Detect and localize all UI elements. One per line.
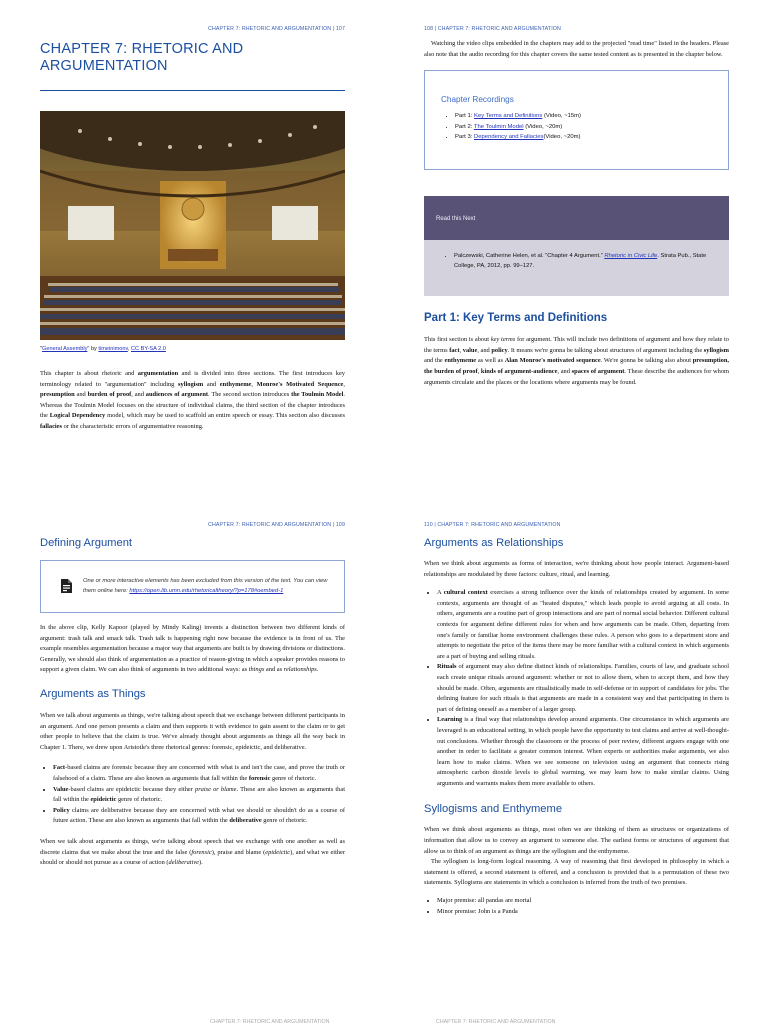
- text-run: of argument may also define distinct kinds of relationships. Families, courts of law, and graduate school each create unique rituals around argument: whether or not to allow them, when to accept them, and how they should be made. Often, arguments are ritualistically made in self-defense or in support of candidates for jobs. The defining feature for such rituals is that arguments are made in a consistent way and that participating in them is part of defining oneself as a member of a larger group.: [437, 663, 729, 713]
- bold-term: audiences of argument: [145, 391, 209, 399]
- bold-term: presumption, the burden of proof: [424, 357, 729, 375]
- text-run: , and: [131, 391, 146, 399]
- genre-list: [40, 763, 345, 827]
- text-run: , and: [477, 346, 492, 354]
- bold-term: kinds of argument-audience: [480, 367, 558, 375]
- page-header: CHAPTER 7: RHETORIC AND ARGUMENTATION | 109: [208, 522, 345, 528]
- defining-body: [40, 623, 345, 676]
- citation-item: [454, 251, 719, 271]
- text-run: and is divided into three sections. The first introduces key terminology related to "argumentation" including: [40, 370, 345, 388]
- text-run: . These describe the audiences for whom arguments circulate and the places or the locations where arguments may be found.: [424, 367, 729, 386]
- italic-term: things: [248, 666, 265, 674]
- bold-term: fallacies: [40, 422, 63, 430]
- title-divider: [40, 90, 345, 91]
- bold-term: value: [462, 346, 478, 354]
- italic-term: forensic: [191, 848, 212, 856]
- relationships-intro: When we think about arguments as forms of interaction, we're thinking about how people interact. Argument-based relationships are modulated by three factors: culture, ritual, and learning.: [424, 560, 729, 578]
- bold-term: forensic: [248, 774, 271, 782]
- bold-term: Value: [53, 785, 69, 793]
- author-link[interactable]: timeinimonv: [98, 346, 128, 352]
- italic-term: epideictic: [265, 848, 291, 856]
- recordings-title: Chapter Recordings: [441, 95, 514, 105]
- recording-suffix: (Video, ~20m): [543, 134, 581, 141]
- genre-item-policy: [53, 806, 345, 827]
- recording-link-part2[interactable]: The Toulmin Model: [473, 123, 524, 130]
- text-run: When we talk about arguments as things, we're talking about speech that we exchange with one another as well as discrete claims that we make about the true and the false (: [40, 837, 345, 856]
- text-run: and the: [424, 357, 445, 365]
- recording-prefix: Part 2:: [455, 123, 474, 130]
- bold-term: enthymeme: [444, 357, 477, 365]
- general-assembly-photo: [40, 111, 345, 340]
- rhetoric-civic-life-link[interactable]: Rhetoric in Civic Life: [604, 253, 658, 260]
- bold-term: argumentation: [137, 370, 179, 377]
- text-run: . It means we're gonna be talking about structures of argument including the: [507, 346, 704, 354]
- photo-caption: [40, 346, 345, 352]
- bold-term: Rituals: [437, 663, 457, 671]
- factor-item-rituals: [437, 662, 729, 715]
- text-run: genre of rhetoric.: [116, 796, 163, 804]
- page-109: [40, 522, 345, 869]
- recording-suffix: (Video, ~15m): [542, 113, 582, 120]
- bold-term: syllogism: [703, 346, 729, 354]
- text-run: genre of rhetoric.: [270, 774, 317, 782]
- italic-term: deliberative: [168, 859, 200, 867]
- recording-item: [455, 132, 728, 143]
- text-run: and: [74, 391, 88, 399]
- citation-authors: Palczewski, Catherine Helen, et al. "Chapter 4 Argument.": [454, 253, 605, 260]
- syllogisms-heading: Syllogisms and Enthymeme: [424, 803, 563, 816]
- defining-argument-heading: Defining Argument: [40, 537, 133, 549]
- next-page-header-clipped: CHAPTER 7: RHETORIC AND ARGUMENTATION: [210, 1019, 330, 1025]
- bold-term: Learning: [437, 716, 463, 724]
- text-run: ,: [251, 380, 257, 388]
- bold-term: deliberative: [229, 817, 262, 825]
- recordings-list: [441, 111, 728, 143]
- bold-term: cultural context: [443, 589, 488, 597]
- text-run: . The second section introduces: [208, 391, 292, 399]
- things-closing: [40, 837, 345, 869]
- arguments-as-relationships-heading: Arguments as Relationships: [424, 537, 564, 549]
- recording-prefix: Part 3:: [455, 134, 474, 141]
- factor-item-learning: [437, 715, 729, 789]
- text-run: ,: [459, 346, 463, 354]
- relationship-factors-list: [424, 588, 729, 789]
- recording-prefix: Part 1:: [455, 113, 474, 120]
- text-run: for argument. This will include two definitions of argument and how they relate to the terms: [424, 336, 730, 354]
- recording-item: [455, 122, 728, 133]
- text-run: and as: [264, 666, 284, 674]
- bold-term: Monroe's Motivated Sequence: [256, 380, 344, 388]
- text-run: or the characteristic errors of argumentative reasoning.: [62, 422, 204, 430]
- text-run: claims are deliberative because they are concerned with what we should or shouldn't do as a course of future action. These are also known as arguments that fall within the: [53, 806, 345, 825]
- genre-item-value: [53, 785, 345, 806]
- general-assembly-link[interactable]: General Assembly: [42, 346, 88, 352]
- text-run: genre of rhetoric.: [261, 817, 308, 825]
- page-header: 108 | CHAPTER 7: RHETORIC AND ARGUMENTATION: [424, 26, 561, 32]
- bold-term: Policy: [53, 806, 70, 814]
- text-run: -based claims are forensic because they are concerned with what is and isn't the case, and prove the truth or falsehood of a claim. These are also known as arguments that fall within the: [53, 764, 345, 782]
- bold-term: epideictic: [90, 796, 117, 804]
- premise-item: • Minor premise: John is a Panda: [437, 907, 729, 918]
- recording-link-part1[interactable]: Key Terms and Definitions: [474, 113, 543, 120]
- premise-item: • Major premise: all pandas are mortal: [437, 896, 729, 907]
- recording-suffix: (Video, ~20m): [523, 123, 563, 130]
- caption-by: " by: [87, 346, 99, 352]
- license-link[interactable]: CC BY-SA 2.0: [130, 346, 166, 352]
- factor-item-culture: [437, 588, 729, 662]
- italic-term: key terms: [490, 336, 516, 344]
- page-107: [40, 26, 345, 433]
- bold-term: Alan Monroe's motivated sequence: [504, 357, 601, 365]
- citation-publisher: . Strata Pub., State College, PA, 2012, pp. 99–127.: [454, 253, 707, 270]
- text-run: and: [203, 380, 220, 388]
- bold-term: Logical Dependency: [49, 412, 106, 420]
- text-run: In the above clip, Kelly Kapoor (played by Mindy Kaling) invents a distinction between two different kinds of argument: trash talk and smack talk. Trash talk is happening right now because the evidence is in front of us. The example resembles argumentation because a major way that arguments are built is by drawing divisions or distinctions. Generally, we should also think of argumentation as a practice of reason-giving in which a speaker provides reasons to support a given claim. We can also think of arguments in two additional ways: as: [40, 624, 345, 674]
- read-time-note: Watching the video clips embedded in the chapters may add to the projected "read time" listed in the headers. Please also note that the audio recording for this chapter covers the same tested content as is presented in the chapter below.: [424, 40, 729, 58]
- genre-item-fact: [53, 763, 345, 784]
- page-108: [424, 26, 729, 388]
- text-run: , and: [557, 367, 572, 375]
- bold-term: spaces of argument: [571, 367, 625, 375]
- read-next-list: [444, 251, 719, 271]
- next-page-header-clipped: CHAPTER 7: RHETORIC AND ARGUMENTATION: [436, 1019, 556, 1025]
- text-run: ).: [199, 859, 203, 867]
- text-run: exercises a strong influence over the kinds of relationships created by argument. In some contexts, arguments are thought of as "heated disputes," which leads people to avoid arguing at all costs. In others, arguments are a routine part of group interactions and are part of normal social behavior. Different cultural contexts for argument define different rules for when and how arguments can be made. Often, departing from one's family or familiar home environment challenges these rules. A person who goes to a department store and attempts to negotiate the price of the items there may be more familiar with a cultural context in which arguments are a part of buying and selling rituals.: [437, 589, 729, 660]
- excluded-embed-notice: [40, 560, 345, 613]
- embed-message: One or more interactive elements has been excluded from this version of the text. You can view them online here:: [83, 578, 328, 594]
- bold-term: policy: [491, 346, 508, 354]
- text-run: as well as: [476, 357, 505, 365]
- interactive-content-icon: [61, 579, 72, 593]
- bold-term: enthymeme: [219, 380, 252, 388]
- read-next-body: [424, 240, 729, 296]
- recording-item: [455, 111, 728, 122]
- part1-heading: Part 1: Key Terms and Definitions: [424, 312, 608, 325]
- bold-term: burden of proof: [87, 391, 132, 399]
- text-run: . Whereas the Toulmin Model focuses on the structure of individual claims, the third section of the chapter introduces the: [40, 391, 345, 420]
- embed-text: [83, 576, 334, 612]
- chapter-title: CHAPTER 7: RHETORIC AND ARGUMENTATION: [40, 41, 244, 74]
- read-this-next-box: [424, 196, 729, 296]
- text-run: ), praise and blame (: [211, 848, 266, 856]
- bold-term: Fact: [53, 764, 66, 772]
- text-run: . These are also known as arguments that fall within the: [53, 785, 345, 804]
- page-header: 110 | CHAPTER 7: RHETORIC AND ARGUMENTATION: [424, 522, 561, 528]
- text-run: -based claims are epideictic because they either: [68, 785, 195, 793]
- chapter-recordings-box: [424, 70, 729, 170]
- embed-link[interactable]: https://open.lib.umn.edu/rhetoricaltheory/?p=178#oembed-1: [129, 588, 284, 594]
- premise-list: [424, 896, 729, 917]
- caption-sep: ,: [127, 346, 131, 352]
- bold-term: presumption: [40, 391, 75, 399]
- part1-body: [424, 335, 729, 388]
- arguments-as-things-heading: Arguments as Things: [40, 687, 146, 700]
- chapter-intro: [40, 369, 345, 433]
- text-run: is a final way that relationships develop around arguments. One circumstance in which arguments are leveraged is an educational setting, in which people have the opportunity to test claims and arrive at well-thought-out conclusions. Whether through the classroom or the process of peer review, different arguers engage with one another in order to facilitate a greater common interest. When experts or authorities make arguments, we also learn how to make claims. When we see someone on television using an argument that connects rising atmospheric carbon dioxide levels to global warming, we may learn how to make similar claims. Using arguments and warrants makes them more available to others.: [437, 716, 729, 787]
- text-run: model, which may be used to scaffold an entire speech or essay. This section also discusses: [105, 412, 346, 420]
- text-run: .: [316, 666, 319, 674]
- page-110: [424, 522, 729, 917]
- read-next-title: Read this Next: [424, 196, 729, 240]
- text-run: A: [437, 589, 444, 597]
- things-body: When we talk about arguments as things, we're talking about speech that we exchange between different participants in an argument. And one person presents a claim and then supports it with evidence to gain assent to the claim or to get other people to believe that the claim is true. We've already thought about arguments as things all the way back in Chapter 1. There, we drew upon Aristotle's three rhetorical genres: forensic, epideictic, and deliberative.: [40, 711, 345, 751]
- bold-term: syllogism: [178, 380, 204, 388]
- bold-term: the Toulmin Model: [291, 391, 344, 399]
- italic-term: relationships: [283, 666, 317, 674]
- page-header: CHAPTER 7: RHETORIC AND ARGUMENTATION | 107: [208, 26, 345, 32]
- text-run: ,: [477, 367, 481, 375]
- text-run: ), and what we either should or should not pursue as a course of action (: [40, 848, 346, 867]
- text-run: ,: [343, 380, 345, 388]
- syllogism-body-1: When we think about arguments as things, most often we are thinking of them as structures or organizations of information that allow us to convey an argument to someone else. The earliest forms or structures of argument that allow us to think of an argument as things are the syllogism and the enthymeme.: [424, 826, 729, 855]
- recording-link-part3[interactable]: Dependency and Fallacies: [474, 134, 544, 141]
- bold-term: fact: [449, 346, 460, 354]
- caption-quote: ": [40, 346, 42, 352]
- italic-term: praise or blame: [195, 785, 237, 793]
- syllogism-body-2: The syllogism is long-form logical reasoning. A way of reasoning that first developed in philosophy in which a statement is offered, a second statement is offered, and a conclusion is provided that is a permutation of these two statements. Syllogisms are statements in which a conclusion is inferred from the truth of two premises.: [424, 858, 729, 887]
- text-run: This chapter is about rhetoric and: [40, 370, 138, 377]
- text-run: This first section is about: [424, 336, 491, 344]
- general-assembly-illustration: [40, 111, 345, 340]
- text-run: . We're gonna be talking also about: [600, 357, 693, 365]
